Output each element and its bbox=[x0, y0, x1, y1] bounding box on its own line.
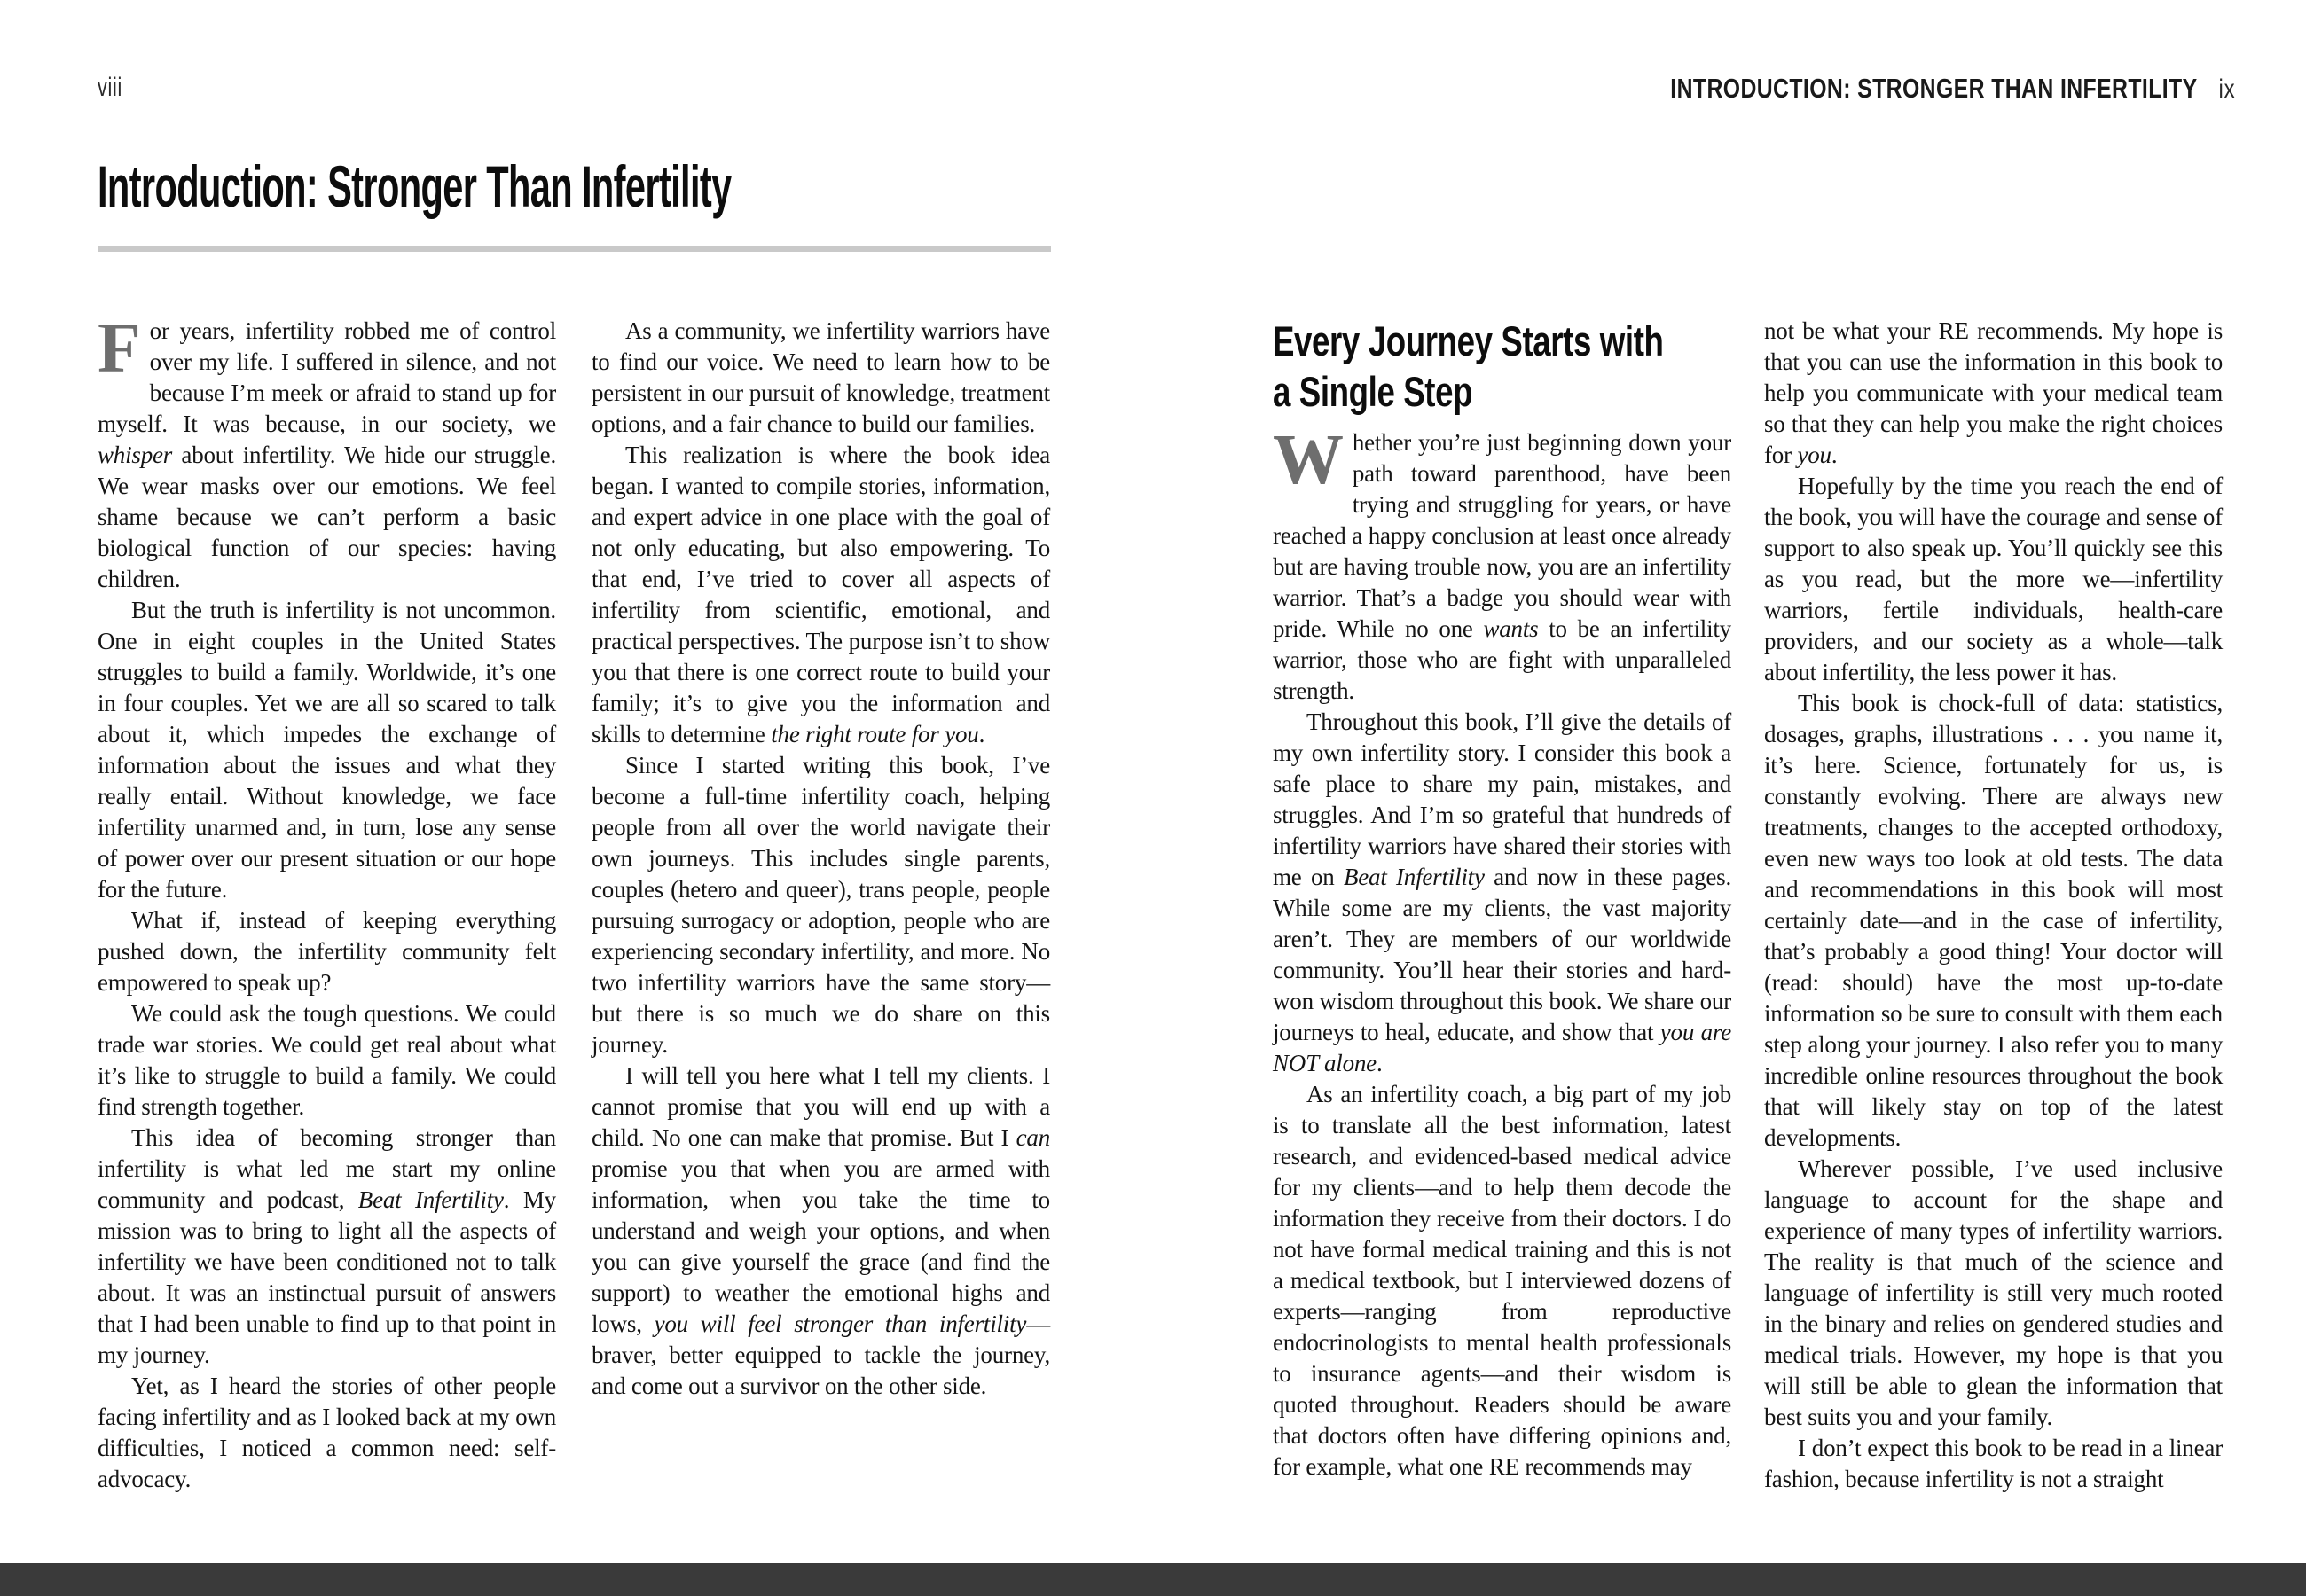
running-header bbox=[1670, 73, 2235, 105]
bottom-bar bbox=[0, 1563, 2306, 1596]
right-page-column-2 bbox=[1764, 316, 2223, 1495]
page-number-right: ix bbox=[2218, 74, 2235, 104]
paragraph: Throughout this book, I’ll give the details of my own infertility story. I consider this book a safe place to share my pain, mistakes, and struggles. And I’m so grateful that hundreds of infertility warriors have shared their stories with me on Beat Infertility and now in these pages. While some are my clients, the vast majority aren’t. They are members of our worldwide community. You’ll hear their stories and hard-won wisdom throughout this book. We share our journeys to heal, educate, and show that you are NOT alone. bbox=[1273, 708, 1731, 1076]
paragraph: I don’t expect this book to be read in a linear fashion, because infertility is not a straight bbox=[1764, 1435, 2223, 1492]
section-heading-line-1: Every Journey Starts with bbox=[1273, 317, 1664, 364]
page-number-left: viii bbox=[98, 73, 123, 102]
running-header-title: INTRODUCTION: STRONGER THAN INFERTILITY bbox=[1669, 73, 2198, 104]
paragraph: But the truth is infertility is not uncommon. One in eight couples in the United States struggles to build a family. Worldwide, it’s one in four couples. Yet we are all so scared to talk about it, which impedes the exchange of information about the issues and what they really entail. Without knowledge, we face infertility unarmed and, in turn, lose any sense of power over our present situation or our hope for the future. bbox=[98, 597, 556, 903]
left-page-column-1 bbox=[98, 309, 556, 1495]
paragraph: Whether you’re just beginning down your path toward parenthood, have been trying and struggling for years, or have reached a happy conclusion at least once already but are having trouble now, you are an infertility warrior. That’s a badge you should wear with pride. While no one wants to be an infertility warrior, those who are fight with unparalleled strength. bbox=[1273, 421, 1731, 704]
paragraph: This idea of becoming stronger than infertility is what led me start my online community and podcast, Beat Infertility. My mission was to bring to light all the aspects of infertility we have been conditioned not to talk about. It was an instinctual pursuit of answers that I had been unable to find up to that point in my journey. bbox=[98, 1124, 556, 1368]
section-heading-line-2: a Single Step bbox=[1273, 368, 1473, 415]
left-page-column-2 bbox=[592, 316, 1050, 1402]
paragraph: I will tell you here what I tell my clients. I cannot promise that you will end up with a child. No one can make that promise. But I can promise you that when you are armed with information, when you take the time to understand and weigh your options, and when you can give yourself the grace (and find the support) to weather the emotional highs and lows, you will feel stronger than infertility—braver, better equipped to tackle the journey, and come out a survivor on the other side. bbox=[592, 1062, 1050, 1399]
paragraph: This realization is where the book idea began. I wanted to compile stories, information, and expert advice in one place with the goal of not only educating, but also empowering. To that end, I’ve tried to cover all aspects of infertility from scientific, emotional, and practical perspectives. The purpose isn’t to show you that there is one correct route to build your family; it’s to give you the information and skills to determine the right route for you. bbox=[592, 442, 1050, 747]
right-page-column-1-body bbox=[1273, 421, 1731, 1483]
chapter-title: Introduction: Stronger Than Infertility bbox=[98, 153, 732, 219]
drop-cap: W bbox=[1273, 421, 1344, 499]
paragraph: Yet, as I heard the stories of other people facing infertility and as I looked back at my own difficulties, I noticed a common need: self-advocacy. bbox=[98, 1373, 556, 1492]
right-page-column-1 bbox=[1273, 316, 1731, 1483]
paragraph: What if, instead of keeping everything pushed down, the infertility community felt empowered to speak up? bbox=[98, 907, 556, 996]
paragraph: Since I started writing this book, I’ve become a full-time infertility coach, helping people from all over the world navigate their own journeys. This includes single parents, couples (hetero and queer), trans people, people pursuing surrogacy or adoption, people who are experiencing secondary infertility, and more. No two infertility warriors have the same story—but there is so much we do share on this journey. bbox=[592, 752, 1050, 1058]
paragraph: This book is chock-full of data: statistics, dosages, graphs, illustrations . . . you name it, it’s here. Science, fortunately for us, is constantly evolving. There are always new treatments, changes to the accepted orthodoxy, even new ways too look at old tests. The data and recommendations in this book will most certainly date—and in the case of infertility, that’s probably a good thing! Your doctor will (read: should) have the most up-to-date information so be sure to consult with them each step along your journey. I also refer you to many incredible online resources throughout the book that will likely stay on top of the latest developments. bbox=[1764, 690, 2223, 1151]
paragraph: We could ask the tough questions. We could trade war stories. We could get real about what it’s like to struggle to build a family. We could find strength together. bbox=[98, 1000, 556, 1120]
paragraph: As a community, we infertility warriors have to find our voice. We need to learn how to be persistent in our pursuit of knowledge, treatment options, and a fair chance to build our families. bbox=[592, 317, 1050, 437]
paragraph: Hopefully by the time you reach the end of the book, you will have the courage and sense of support to also speak up. You’ll quickly see this as you read, but the more we—infertility warriors, fertile individuals, health-care providers, and our society as a whole—talk about infertility, the less power it has. bbox=[1764, 473, 2223, 685]
section-heading bbox=[1273, 316, 1664, 417]
paragraph: As an infertility coach, a big part of my job is to translate all the best information, latest research, and evidenced-based medical advice for my clients—and to help them decode the information they receive from their doctors. I do not have formal medical training and this is not a medical textbook, but I interviewed dozens of experts—ranging from reproductive endocrinologists to mental health professionals to insurance agents—and their wisdom is quoted throughout. Readers should be aware that doctors often have differing opinions and, for example, what one RE recommends may bbox=[1273, 1081, 1731, 1480]
drop-cap: F bbox=[98, 309, 141, 387]
paragraph: not be what your RE recommends. My hope is that you can use the information in this book to help you communicate with your medical team so that they can help you make the right choices for you. bbox=[1764, 317, 2223, 468]
paragraph: Wherever possible, I’ve used inclusive language to account for the shape and experience of many types of infertility warriors. The reality is that much of the science and language of infertility is still very much rooted in the binary and relies on gendered studies and medical trials. However, my hope is that you will still be able to glean the information that best suits you and your family. bbox=[1764, 1155, 2223, 1430]
title-rule bbox=[98, 246, 1051, 252]
paragraph: For years, infertility robbed me of control over my life. I suffered in silence, and not because I’m meek or afraid to stand up for myself. It was because, in our society, we whisper about infertility. We hide our struggle. We wear masks over our emotions. We feel shame because we can’t perform a basic biological function of our species: having children. bbox=[98, 309, 556, 592]
